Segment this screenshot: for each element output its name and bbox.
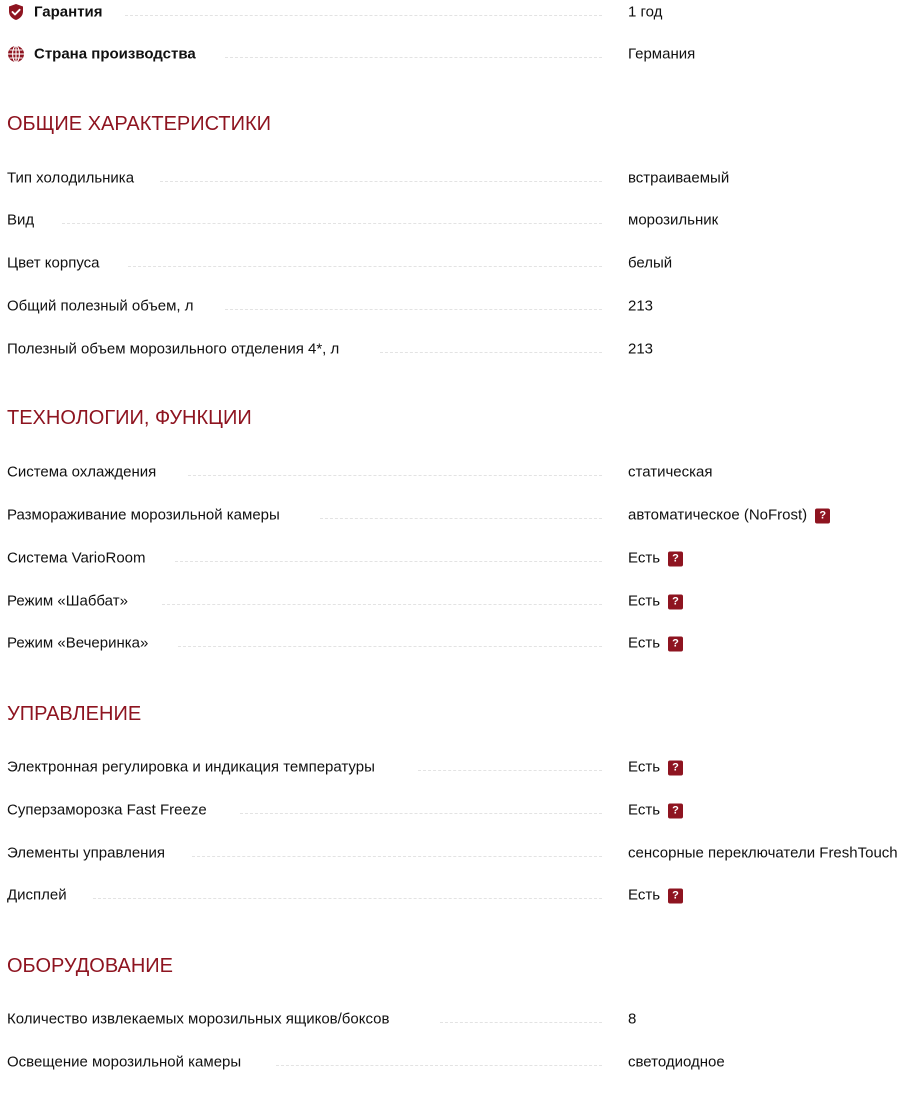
dotted-leader: [320, 518, 602, 519]
spec-value-text: сенсорные переключатели FreshTouch: [628, 844, 898, 862]
spec-label: Вид: [7, 211, 35, 229]
spec-value-text: белый: [628, 254, 673, 272]
spec-label: Цвет корпуса: [7, 254, 100, 272]
spec-value: Германия: [628, 45, 696, 63]
spec-row: [0, 631, 917, 655]
spec-row: [0, 42, 917, 66]
spec-label: Размораживание морозильной камеры: [7, 506, 280, 524]
help-icon[interactable]: ?: [668, 595, 683, 610]
spec-value: [628, 341, 653, 358]
spec-row: [0, 546, 917, 570]
spec-row: [0, 883, 917, 907]
spec-label: Электронная регулировка и индикация температуры: [7, 758, 375, 776]
spec-value: [628, 464, 712, 481]
spec-label: Тип холодильника: [7, 169, 135, 187]
spec-row: [0, 1050, 917, 1074]
dotted-leader: [188, 475, 602, 476]
spec-label: Освещение морозильной камеры: [7, 1053, 242, 1071]
dotted-leader: [162, 604, 602, 605]
dotted-leader: [225, 57, 602, 58]
spec-label: Система VarioRoom: [7, 549, 146, 567]
spec-value-text: светодиодное: [628, 1053, 725, 1071]
section-title: ОБЩИЕ ХАРАКТЕРИСТИКИ: [7, 113, 272, 135]
spec-row: [0, 755, 917, 779]
spec-label: Дисплей: [7, 886, 67, 904]
spec-value: [628, 298, 653, 315]
section-title: ОБОРУДОВАНИЕ: [7, 955, 173, 977]
help-icon[interactable]: ?: [668, 552, 683, 567]
spec-row: [0, 841, 917, 865]
spec-value: [628, 845, 898, 862]
spec-value-text: статическая: [628, 463, 713, 481]
spec-row: [0, 251, 917, 275]
spec-row: [0, 503, 917, 527]
spec-label: Страна производства: [34, 45, 196, 63]
spec-value-text: Есть: [628, 886, 661, 904]
dotted-leader: [160, 181, 602, 182]
spec-value: [628, 1054, 725, 1071]
spec-value-text: встраиваемый: [628, 169, 730, 187]
spec-label: Полезный объем морозильного отделения 4*, л: [7, 340, 340, 358]
help-icon[interactable]: ?: [668, 889, 683, 904]
spec-value: [628, 212, 718, 229]
help-icon[interactable]: ?: [815, 509, 830, 524]
spec-value: [628, 255, 672, 272]
dotted-leader: [175, 561, 602, 562]
dotted-leader: [178, 646, 602, 647]
spec-value: [628, 1011, 636, 1028]
spec-value-text: Есть: [628, 758, 661, 776]
spec-label: Суперзаморозка Fast Freeze: [7, 801, 207, 819]
shield-check-icon: [7, 3, 25, 21]
spec-row: [0, 337, 917, 361]
spec-row: [0, 294, 917, 318]
spec-value-text: автоматическое (NoFrost): [628, 506, 808, 524]
dotted-leader: [192, 856, 602, 857]
spec-value-text: 213: [628, 297, 654, 315]
globe-icon: [7, 45, 25, 63]
dotted-leader: [240, 813, 602, 814]
spec-value: [628, 550, 683, 567]
spec-label: Режим «Вечеринка»: [7, 634, 149, 652]
dotted-leader: [418, 770, 602, 771]
spec-value: 1 год: [628, 3, 663, 21]
spec-value: [628, 635, 683, 652]
section-title: ТЕХНОЛОГИИ, ФУНКЦИИ: [7, 407, 252, 429]
spec-row: [0, 589, 917, 613]
dotted-leader: [440, 1022, 602, 1023]
spec-row: [0, 166, 917, 190]
spec-value-text: Есть: [628, 592, 661, 610]
spec-row: [0, 0, 917, 24]
dotted-leader: [62, 223, 602, 224]
spec-label: Элементы управления: [7, 844, 165, 862]
spec-row: [0, 460, 917, 484]
spec-value: [628, 170, 729, 187]
spec-row: [0, 798, 917, 822]
spec-value-text: 8: [628, 1010, 637, 1028]
spec-value-text: Есть: [628, 801, 661, 819]
spec-value-text: Есть: [628, 549, 661, 567]
spec-label: Общий полезный объем, л: [7, 297, 194, 315]
spec-value: [628, 593, 683, 610]
spec-value: [628, 507, 830, 524]
spec-row: [0, 1007, 917, 1031]
dotted-leader: [225, 309, 602, 310]
spec-row: [0, 208, 917, 232]
dotted-leader: [128, 266, 602, 267]
dotted-leader: [93, 898, 602, 899]
spec-value-text: морозильник: [628, 211, 719, 229]
spec-value: [628, 887, 683, 904]
spec-value: [628, 759, 683, 776]
spec-label: Количество извлекаемых морозильных ящиков/боксов: [7, 1010, 390, 1028]
help-icon[interactable]: ?: [668, 761, 683, 776]
dotted-leader: [380, 352, 602, 353]
spec-label: Гарантия: [34, 3, 103, 21]
dotted-leader: [276, 1065, 602, 1066]
help-icon[interactable]: ?: [668, 804, 683, 819]
spec-value-text: 213: [628, 340, 654, 358]
section-title: УПРАВЛЕНИЕ: [7, 703, 142, 725]
spec-label: Режим «Шаббат»: [7, 592, 128, 610]
spec-value: [628, 802, 683, 819]
spec-value-text: Есть: [628, 634, 661, 652]
spec-label: Система охлаждения: [7, 463, 157, 481]
help-icon[interactable]: ?: [668, 637, 683, 652]
dotted-leader: [125, 15, 602, 16]
